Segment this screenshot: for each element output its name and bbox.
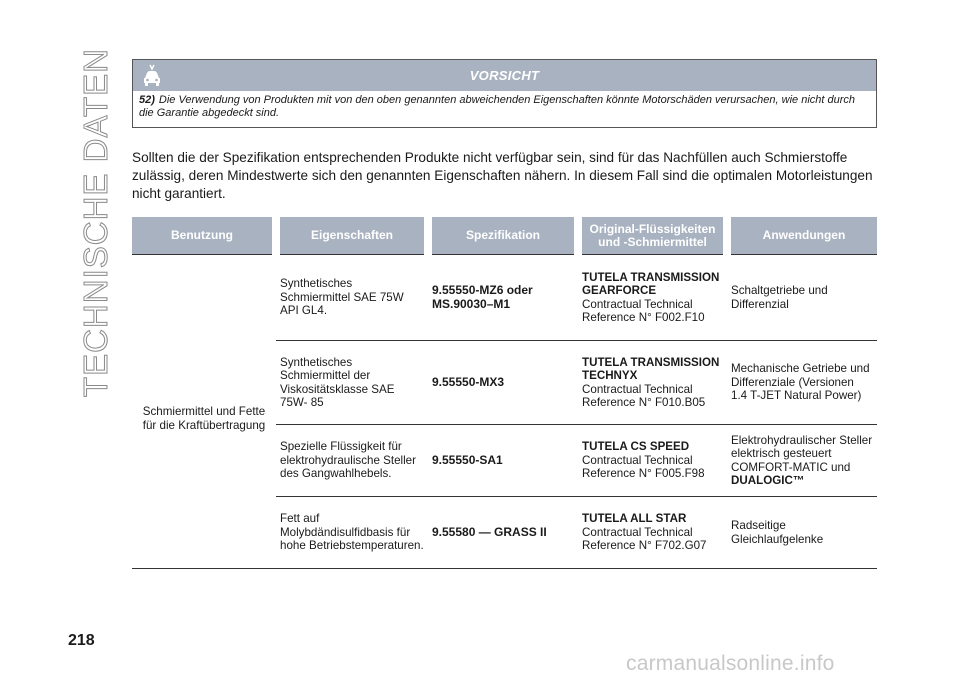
header-applications: Anwendungen: [727, 217, 877, 255]
fluid-cell: [578, 425, 727, 497]
page-number: 218: [68, 632, 95, 649]
warning-body: Die Verwendung von Produkten mit von den oben genannten abweichenden Eigenschaften könnte Motorschäden verursachen, wie nicht durch die Garantie abgedeckt sind.: [139, 94, 856, 119]
watermark: carmanualsonline.info: [626, 652, 835, 675]
section-title-text: TECHNISCHE DATEN: [77, 48, 114, 398]
property-cell: Synthetisches Schmiermittel der Viskositätsklasse SAE 75W- 85: [276, 341, 428, 425]
application-bold: DUALOGIC™: [731, 474, 805, 487]
spec-cell: [428, 425, 578, 497]
application-cell: Mechanische Getriebe und Differenziale (Versionen 1.4 T-JET Natural Power): [727, 341, 877, 425]
property-cell: Fett auf Molybdändisulfidbasis für hohe Betriebstemperaturen.: [276, 497, 428, 569]
spec-cell: [428, 497, 578, 569]
header-properties: Eigenschaften: [276, 217, 428, 255]
fluid-brand: TUTELA ALL STAR: [582, 512, 687, 526]
fluid-reference: Contractual Technical Reference N° F005.F98: [582, 453, 705, 481]
fluid-reference: Contractual Technical Reference N° F002.F10: [582, 297, 705, 324]
fluid-reference: Contractual Technical Reference N° F702.G07: [582, 525, 707, 553]
spec-code: 9.55550-SA1: [432, 452, 503, 467]
warning-text: [133, 91, 876, 120]
fluid-brand: TUTELA TRANSMISSION TECHNYX: [582, 355, 720, 382]
intro-paragraph: Sollten die der Spezifikation entsprechenden Produkte nicht verfügbar sein, sind für das Nachfüllen auch Schmierstoffe zulässig, deren Mindestwerte sich den genannten Eigenschaften nähern. In diesem Fall sind die optimalen Motorleistungen nicht garantiert.: [132, 150, 873, 201]
fluid-reference: Contractual Technical Reference N° F010.B05: [582, 382, 706, 409]
application-text: Elektrohydraulischer Steller elektrisch gesteuert COMFORT-MATIC und: [731, 433, 873, 474]
header-usage: Benutzung: [132, 217, 276, 255]
section-title-vertical: [76, 48, 116, 398]
spec-cell: [428, 341, 578, 425]
fluid-cell: [578, 255, 727, 341]
usage-cell: Schmiermittel und Fette für die Kraftübertragung: [132, 255, 276, 569]
table-header-row: [132, 217, 877, 255]
warning-header: [133, 60, 876, 91]
property-cell: Synthetisches Schmiermittel SAE 75W API GL4.: [276, 255, 428, 341]
spec-code: 9.55550-MZ6 oder MS.90030–M1: [432, 283, 533, 311]
spec-code: 9.55550-MX3: [432, 374, 505, 389]
fluid-cell: [578, 341, 727, 425]
fluid-cell: [578, 497, 727, 569]
spec-code: 9.55580 — GRASS II: [432, 524, 547, 539]
warning-number: 52): [139, 94, 155, 106]
application-cell: Radseitige Gleichlaufgelenke: [727, 497, 877, 569]
application-cell: Schaltgetriebe und Differenzial: [727, 255, 877, 341]
warning-title: VORSICHT: [469, 68, 540, 83]
header-specification: Spezifikation: [428, 217, 578, 255]
property-cell: Spezielle Flüssigkeit für elektrohydraulische Steller des Gangwahlhebels.: [276, 425, 428, 497]
spec-cell: [428, 255, 578, 341]
fluid-brand: TUTELA TRANSMISSION GEARFORCE: [582, 270, 720, 297]
warning-box: [132, 59, 877, 128]
table-row: [132, 255, 877, 341]
fluid-brand: TUTELA CS SPEED: [582, 440, 690, 454]
lubricant-table: [132, 217, 877, 569]
header-original-fluids: Original-Flüssigkeiten und -Schmiermittel: [578, 217, 727, 255]
application-cell: [727, 425, 877, 497]
car-warning-icon: [139, 63, 165, 89]
